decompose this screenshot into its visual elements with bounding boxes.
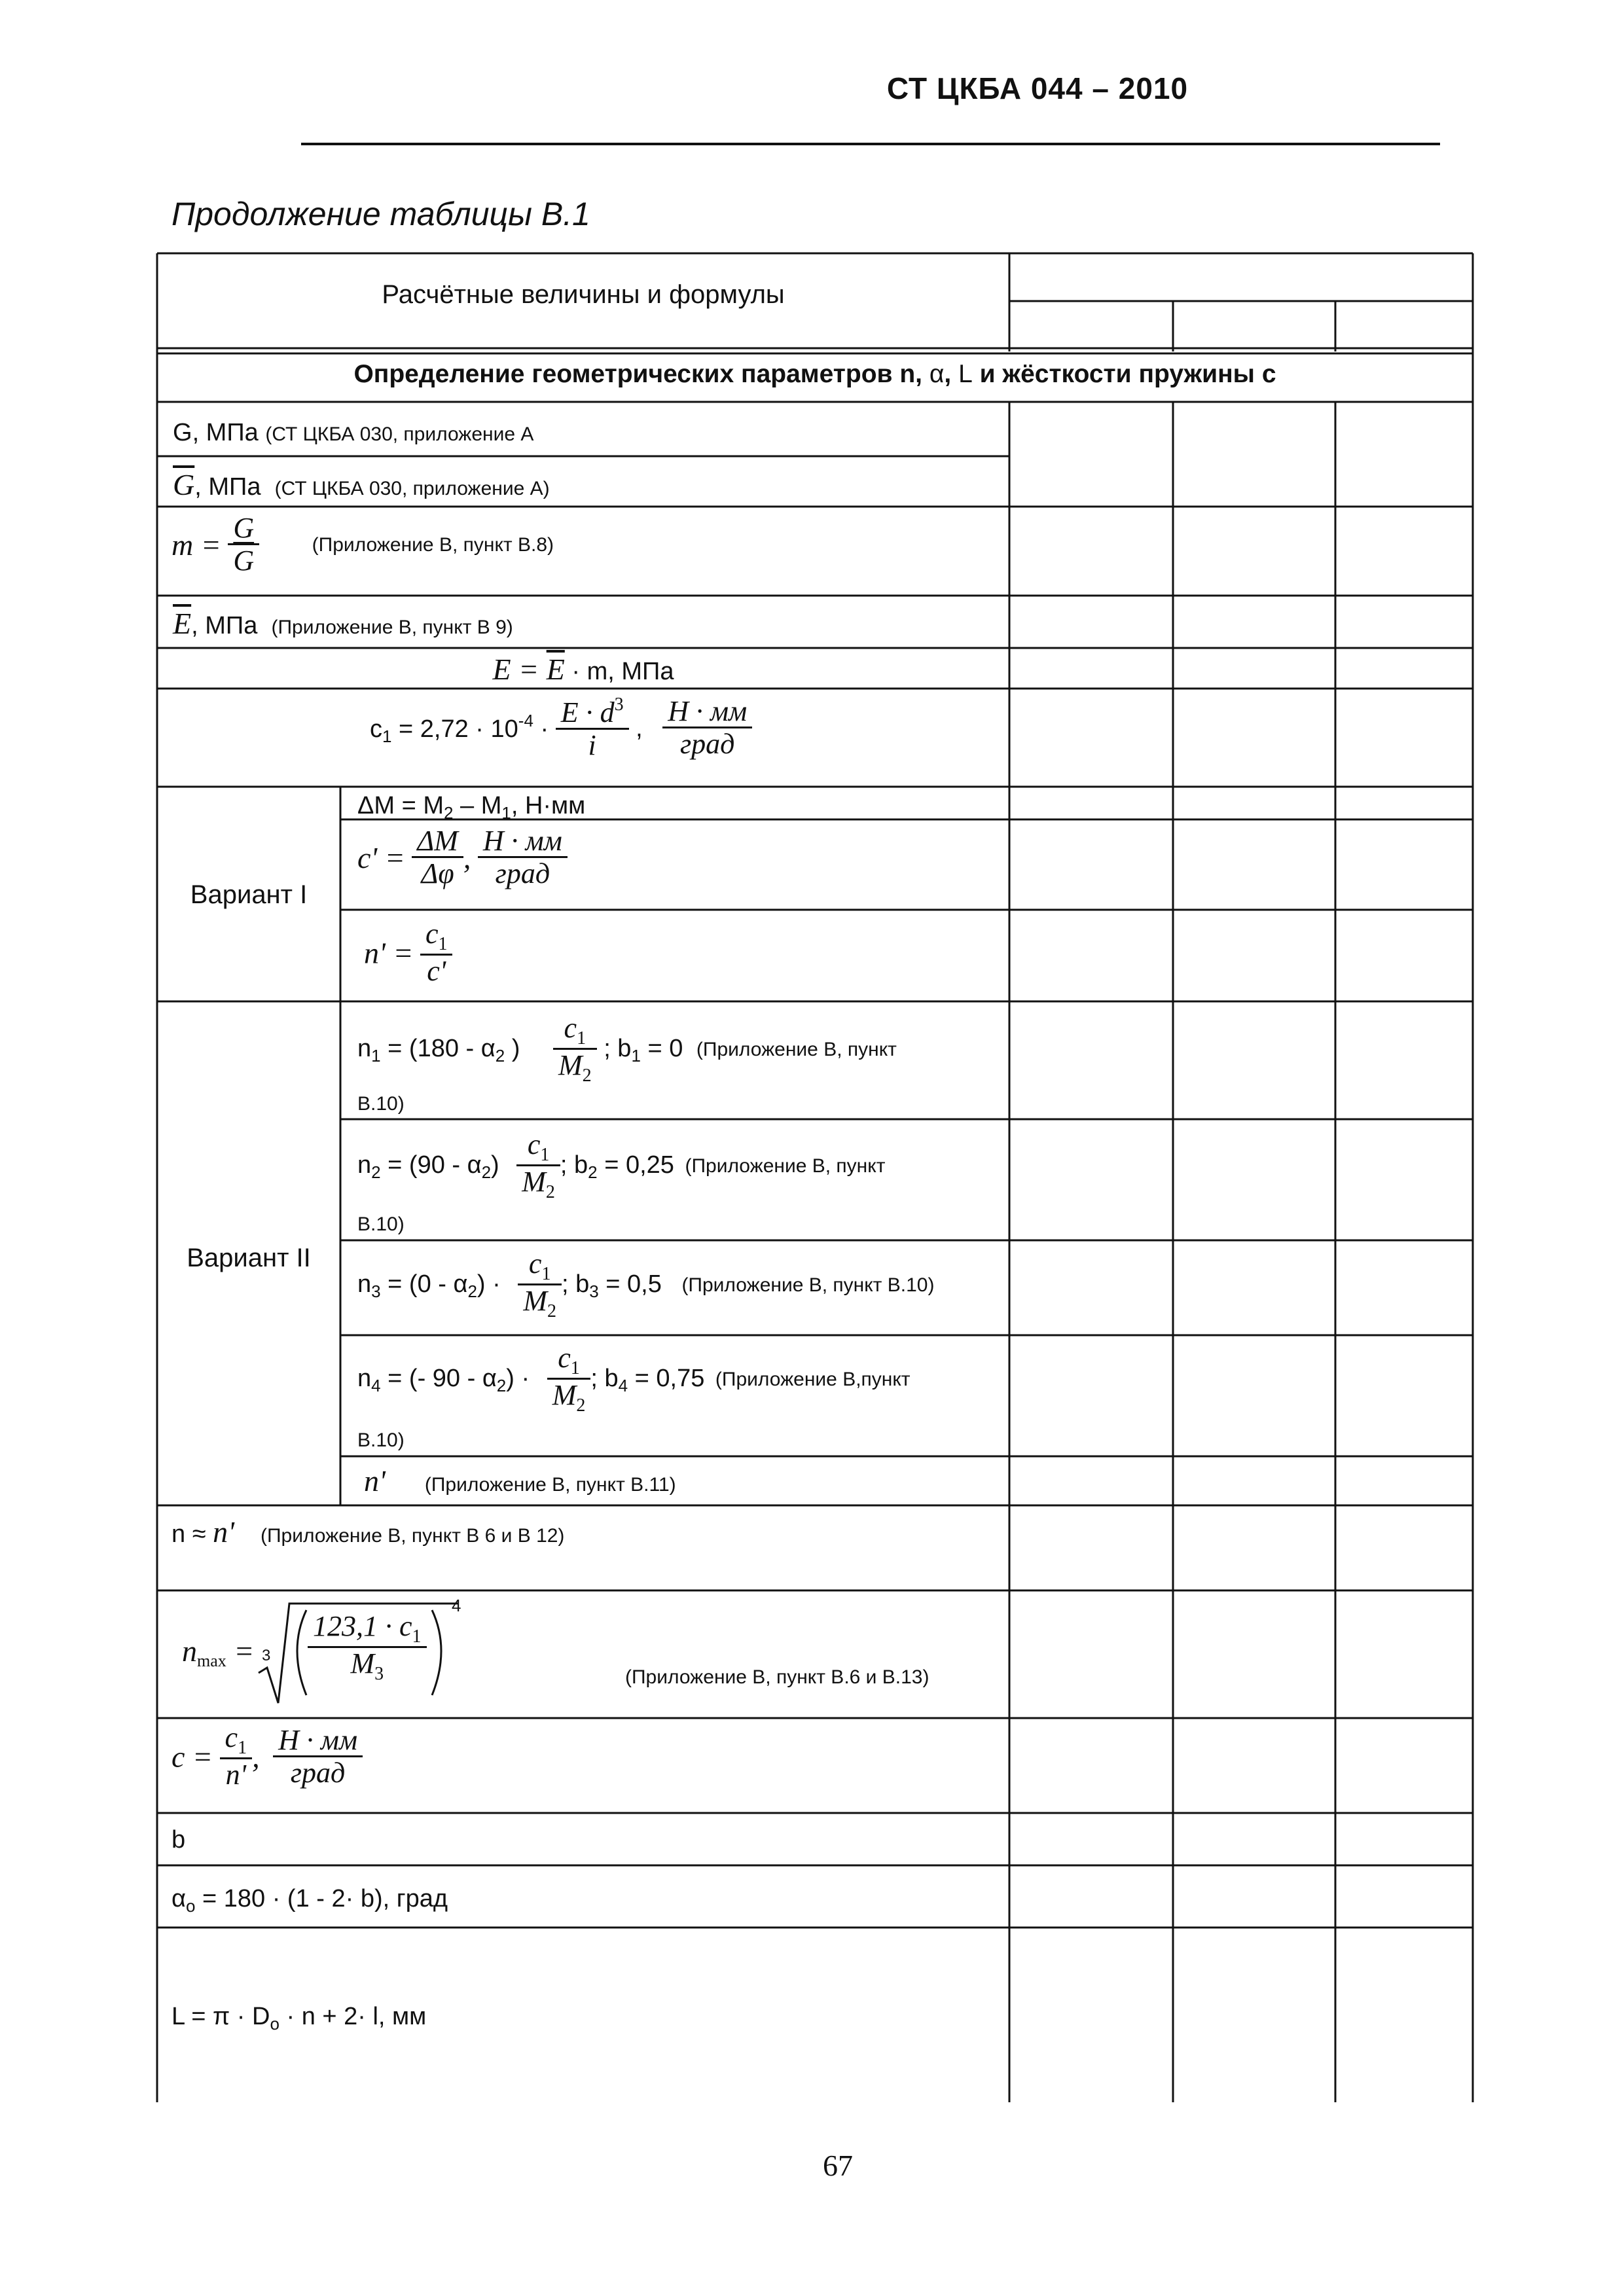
row-stiffness-c: c = $\frac{c_1}{n'}$ , $\frac{H \cdot мм}{\text{град}}$ [171, 1723, 363, 1791]
row-ratio-m: m = $\frac{G}{G}$ (Приложение В, пункт В.8) [171, 512, 554, 577]
row-turns-n-prime: n' = $\frac{c_1}{c'}$ [364, 919, 452, 988]
row-turns-n3: $n_3 = (0 - \alpha_2)$ · $\frac{c_1}{M_2}$ ; $b_3 = 0,5$ (Приложение В, пункт В.10) [357, 1247, 935, 1322]
row-turns-n2: $n_2 = (90 - \alpha_2)$ $\frac{c_1}{M_2}$ ; $b_2 = 0,25$ (Приложение В, пункт [357, 1128, 886, 1203]
row-shear-modulus: G, МПа (СТ ЦКБА 030, приложение А [173, 419, 534, 446]
row-stiffness-c-prime: c' = $\frac{\Delta M}{\Delta\varphi}$ , $\frac{H \cdot мм}{\text{град}}$ [357, 826, 568, 890]
row-coefficient-b: b [171, 1826, 186, 1854]
row-delta-moment: $\Delta M = M_2 - M_1$, Н·мм [357, 792, 586, 823]
document-code-header: СТ ЦКБА 044 – 2010 [886, 71, 1189, 105]
column-header-formulas: Расчётные величины и формулы [382, 280, 785, 309]
row-turns-n2-continued: В.10) [357, 1213, 405, 1235]
root-index: 3 [262, 1647, 271, 1664]
variant-1-label: Вариант I [190, 880, 308, 909]
row-stiffness-c1: $c_1 = 2,72 \cdot 10^{-4}$ · $\frac{E \cdot d^3}{i}$ , $\frac{H \cdot мм}{\text{град}}$ [370, 695, 752, 762]
row-turns-max-fraction: $\frac{123,1 \cdot c_1}{M_3}$ [308, 1611, 427, 1685]
row-turns-n4: $n_4$ = (- $90 - \alpha_2$) · $\frac{c_1}{M_2}$ ; $b_4 = 0,75$ (Приложение В,пункт [357, 1342, 911, 1416]
row-turns-n-prime-selected: n' (Приложение В, пункт В.11) [364, 1464, 676, 1498]
table-caption: Продолжение таблицы В.1 [171, 196, 590, 232]
section-title: Определение геометрических параметров n, α, L и жёсткости пружины с [353, 360, 1276, 388]
row-elastic-modulus: $E = \overline{E} \cdot m$, МПа [492, 653, 674, 686]
row-turns-approx: n ≈ n' (Приложение В, пункт В 6 и В 12) [171, 1515, 565, 1549]
variant-2-label: Вариант II [187, 1244, 311, 1272]
row-turns-max-note: (Приложение В, пункт В.6 и В.13) [625, 1666, 929, 1688]
row-turns-max-lhs: $n_{max}$ = [182, 1634, 255, 1670]
power-exponent: 4 [452, 1596, 461, 1615]
row-turns-n1-continued: В.10) [357, 1093, 405, 1115]
row-angle-alpha0: $\alpha_o = 180 \cdot (1 - 2\cdot b)$, град [171, 1885, 448, 1916]
row-shear-modulus-normalized: $\overline{G}$, МПа (СТ ЦКБА 030, приложение А) [173, 468, 550, 501]
page-number: 67 [823, 2149, 853, 2182]
row-elastic-modulus-normalized: $\overline{E}$, МПа (Приложение В, пункт В 9) [173, 607, 513, 640]
row-turns-n1: $n_1 = (180 - \alpha_2$ ) $\frac{c_1}{M_2}$ ; $b_1 = 0$ (Приложение В, пункт [357, 1012, 897, 1086]
row-length-L: $L = \pi \cdot D_o \cdot n + 2\cdot l$, мм [171, 2003, 427, 2034]
row-turns-n4-continued: В.10) [357, 1429, 405, 1451]
